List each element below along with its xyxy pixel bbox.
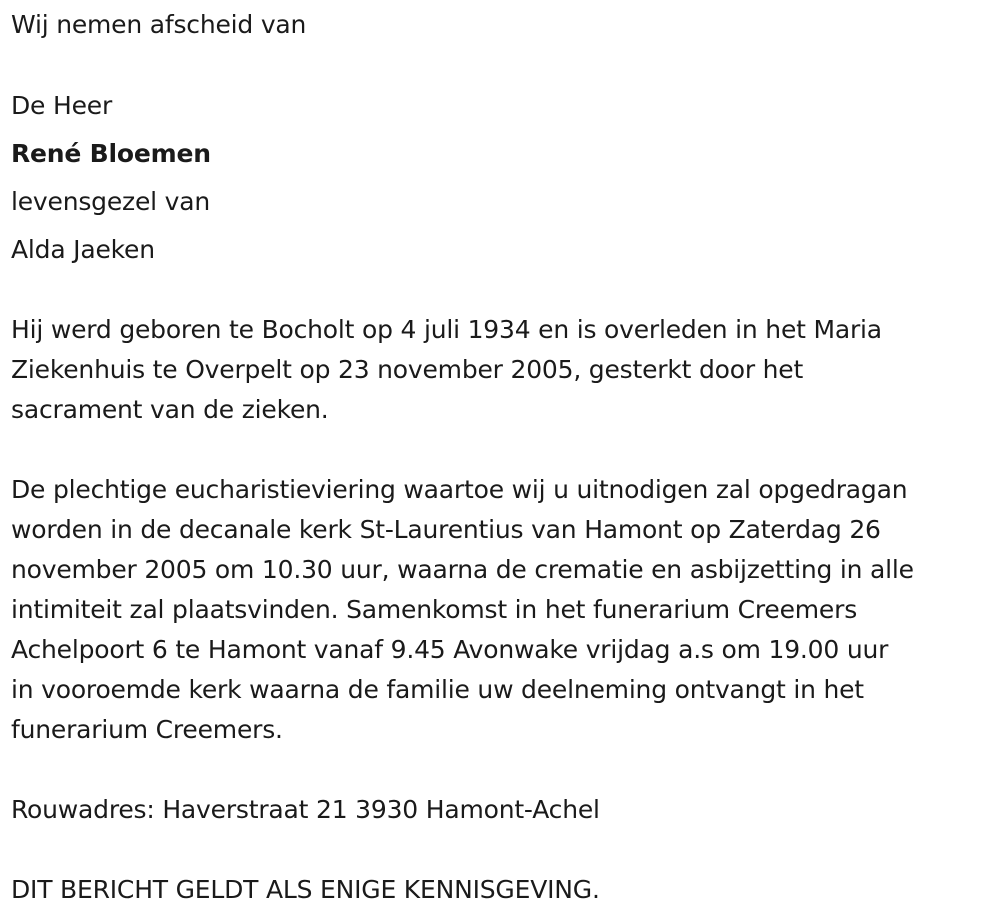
honorific: De Heer (11, 91, 113, 120)
paragraph-line: Ziekenhuis te Overpelt op 23 november 2005, gesterkt door het (11, 355, 804, 384)
paragraph-line: in vooroemde kerk waarna de familie uw deelneming ontvangt in het (11, 675, 864, 704)
mourning-address: Rouwadres: Haverstraat 21 3930 Hamont-Achel (11, 795, 600, 824)
spacer (11, 430, 991, 470)
relation-text: levensgezel van (11, 187, 210, 216)
paragraph-line: sacrament van de zieken. (11, 395, 329, 424)
spacer (11, 274, 991, 310)
spacer (11, 830, 991, 870)
paragraph-line: Hij werd geboren te Bocholt op 4 juli 1934 en is overleden in het Maria (11, 315, 882, 344)
spacer (11, 45, 991, 82)
partner-name: Alda Jaeken (11, 235, 155, 264)
spacer (11, 750, 991, 790)
obituary-document (11, 0, 991, 910)
paragraph-line: worden in de decanale kerk St-Laurentius van Hamont op Zaterdag 26 (11, 515, 881, 544)
deceased-name: René Bloemen (11, 139, 211, 168)
paragraph-line: funerarium Creemers. (11, 715, 283, 744)
name-block (11, 82, 991, 274)
birth-death-paragraph (11, 310, 991, 430)
notice-text: DIT BERICHT GELDT ALS ENIGE KENNISGEVING. (11, 875, 600, 904)
ceremony-paragraph (11, 470, 991, 750)
paragraph-line: De plechtige eucharistieviering waartoe wij u uitnodigen zal opgedragan (11, 475, 908, 504)
intro-text: Wij nemen afscheid van (11, 10, 307, 39)
paragraph-line: Achelpoort 6 te Hamont vanaf 9.45 Avonwake vrijdag a.s om 19.00 uur (11, 635, 889, 664)
paragraph-line: intimiteit zal plaatsvinden. Samenkomst in het funerarium Creemers (11, 595, 858, 624)
paragraph-line: november 2005 om 10.30 uur, waarna de crematie en asbijzetting in alle (11, 555, 914, 584)
